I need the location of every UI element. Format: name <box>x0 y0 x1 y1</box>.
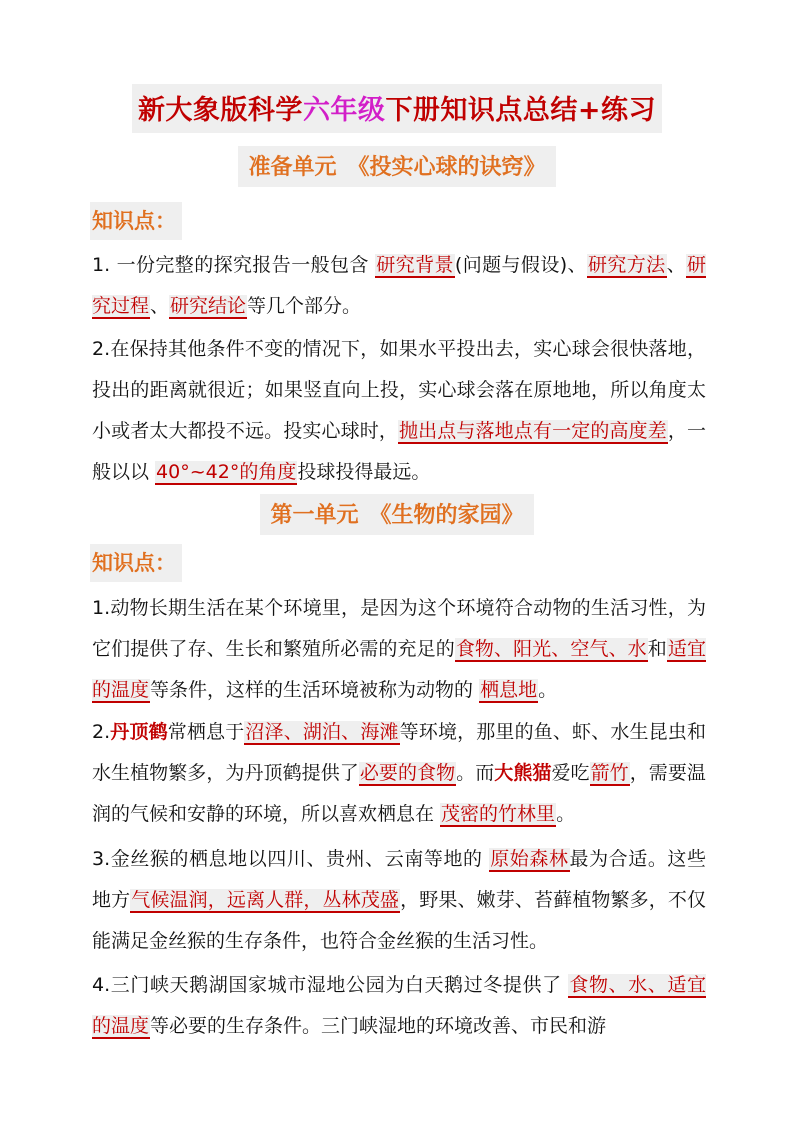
highlighted-term: 适宜的温度 <box>92 638 706 701</box>
text-segment: 最为合适。这些地方 <box>92 848 706 911</box>
paragraph <box>92 839 706 962</box>
text-segment: 等必要的生存条件。三门峡湿地的环境改善、市民和游 <box>150 1015 607 1037</box>
highlighted-term: 40°~42°的角度 <box>156 461 297 483</box>
highlighted-term: 沼泽、湖泊、海滩 <box>245 721 399 743</box>
text-segment: 投球投得最远。 <box>297 461 431 483</box>
text-segment: 常栖息于 <box>167 721 245 743</box>
highlighted-term: 研究结论 <box>170 295 247 317</box>
highlighted-term: 原始森林 <box>490 848 569 870</box>
unit-heading: 准备单元 《投实心球的诀窍》 <box>238 146 555 187</box>
text-segment: 、 <box>150 295 170 317</box>
emphasized-term: 丹顶鹤 <box>110 721 168 743</box>
text-segment: 等条件，这样的生活环境被称为动物的 <box>150 679 480 701</box>
text-segment: 等几个部分。 <box>247 295 362 317</box>
highlighted-term: 箭竹 <box>590 762 629 784</box>
unit-heading-row-1 <box>0 494 794 535</box>
title-part-grade: 六年级 <box>302 95 386 126</box>
text-segment: 。而 <box>456 762 495 784</box>
item-number: 2. <box>92 338 111 360</box>
text-segment: ，一般以以 <box>92 420 706 483</box>
highlighted-term: 研究过程 <box>92 254 706 317</box>
paragraph <box>92 965 706 1047</box>
text-segment: 等环境，那里的鱼、虾、水生昆虫和水生植物繁多，为丹顶鹤提供了 <box>92 721 706 784</box>
highlighted-term: 抛出点与落地点有一定的高度差 <box>399 420 667 442</box>
highlighted-term: 气候温润，远离人群，丛林茂盛 <box>131 889 400 911</box>
item-number: 3. <box>92 848 111 870</box>
highlighted-term: 食物、阳光、空气、水 <box>455 638 647 660</box>
highlighted-term: 必要的食物 <box>359 762 456 784</box>
text-segment: 一份完整的探究报告一般包含 <box>110 254 376 276</box>
text-segment: ，野果、嫩芽、苔藓植物繁多，不仅能满足金丝猴的生存条件，也符合金丝猴的生活习性。 <box>92 889 706 952</box>
text-segment: ，需要温润的气候和安静的环境，所以喜欢栖息在 <box>92 762 706 825</box>
text-segment: 、 <box>666 254 686 276</box>
highlighted-term: 茂密的竹林里 <box>441 803 556 825</box>
text-segment: 金丝猴的栖息地以四川、贵州、云南等地的 <box>110 848 490 870</box>
emphasized-term: 大熊猫 <box>494 762 552 784</box>
item-number: 1. <box>92 597 111 619</box>
text-segment: 。 <box>556 803 576 825</box>
text-segment: (问题与假设)、 <box>454 254 587 276</box>
item-number: 4. <box>92 974 111 996</box>
text-segment: 动物长期生活在某个环境里，是因为这个环境符合动物的生活习性，为它们提供了存、生长和繁殖所必需的充足的 <box>92 597 706 660</box>
highlighted-term: 食物、水、适宜的温度 <box>92 974 706 1037</box>
knowledge-point-label: 知识点： <box>90 202 182 240</box>
text-segment: 和 <box>647 638 667 660</box>
text-segment: 在保持其他条件不变的情况下，如果水平投出去，实心球会很快落地，投出的距离就很近；如果竖直向上投，实心球会落在原地地，所以角度太小或者太大都投不远。投实心球时， <box>92 338 706 442</box>
text-segment: 。 <box>538 679 558 701</box>
paragraph <box>92 329 706 493</box>
highlighted-term: 研究背景 <box>376 254 454 276</box>
title-row <box>0 84 794 133</box>
text-segment: 三门峡天鹅湖国家城市湿地公园为白天鹅过冬提供了 <box>110 974 569 996</box>
item-number: 1. <box>92 254 111 276</box>
title-part-rest: 下册知识点总结+练习 <box>385 95 657 126</box>
knowledge-point-label: 知识点： <box>90 544 182 582</box>
paragraph <box>92 245 706 327</box>
highlighted-term: 研究方法 <box>587 254 666 276</box>
paragraph <box>92 712 706 835</box>
title-part-subject: 新大象版科学 <box>137 95 303 126</box>
item-number: 2. <box>92 721 111 743</box>
highlighted-term: 栖息地 <box>480 679 538 701</box>
text-segment: 爱吃 <box>551 762 590 784</box>
document-title <box>132 84 662 133</box>
paragraph <box>92 588 706 711</box>
unit-heading-row-0 <box>0 146 794 187</box>
unit-heading: 第一单元 《生物的家园》 <box>260 494 533 535</box>
